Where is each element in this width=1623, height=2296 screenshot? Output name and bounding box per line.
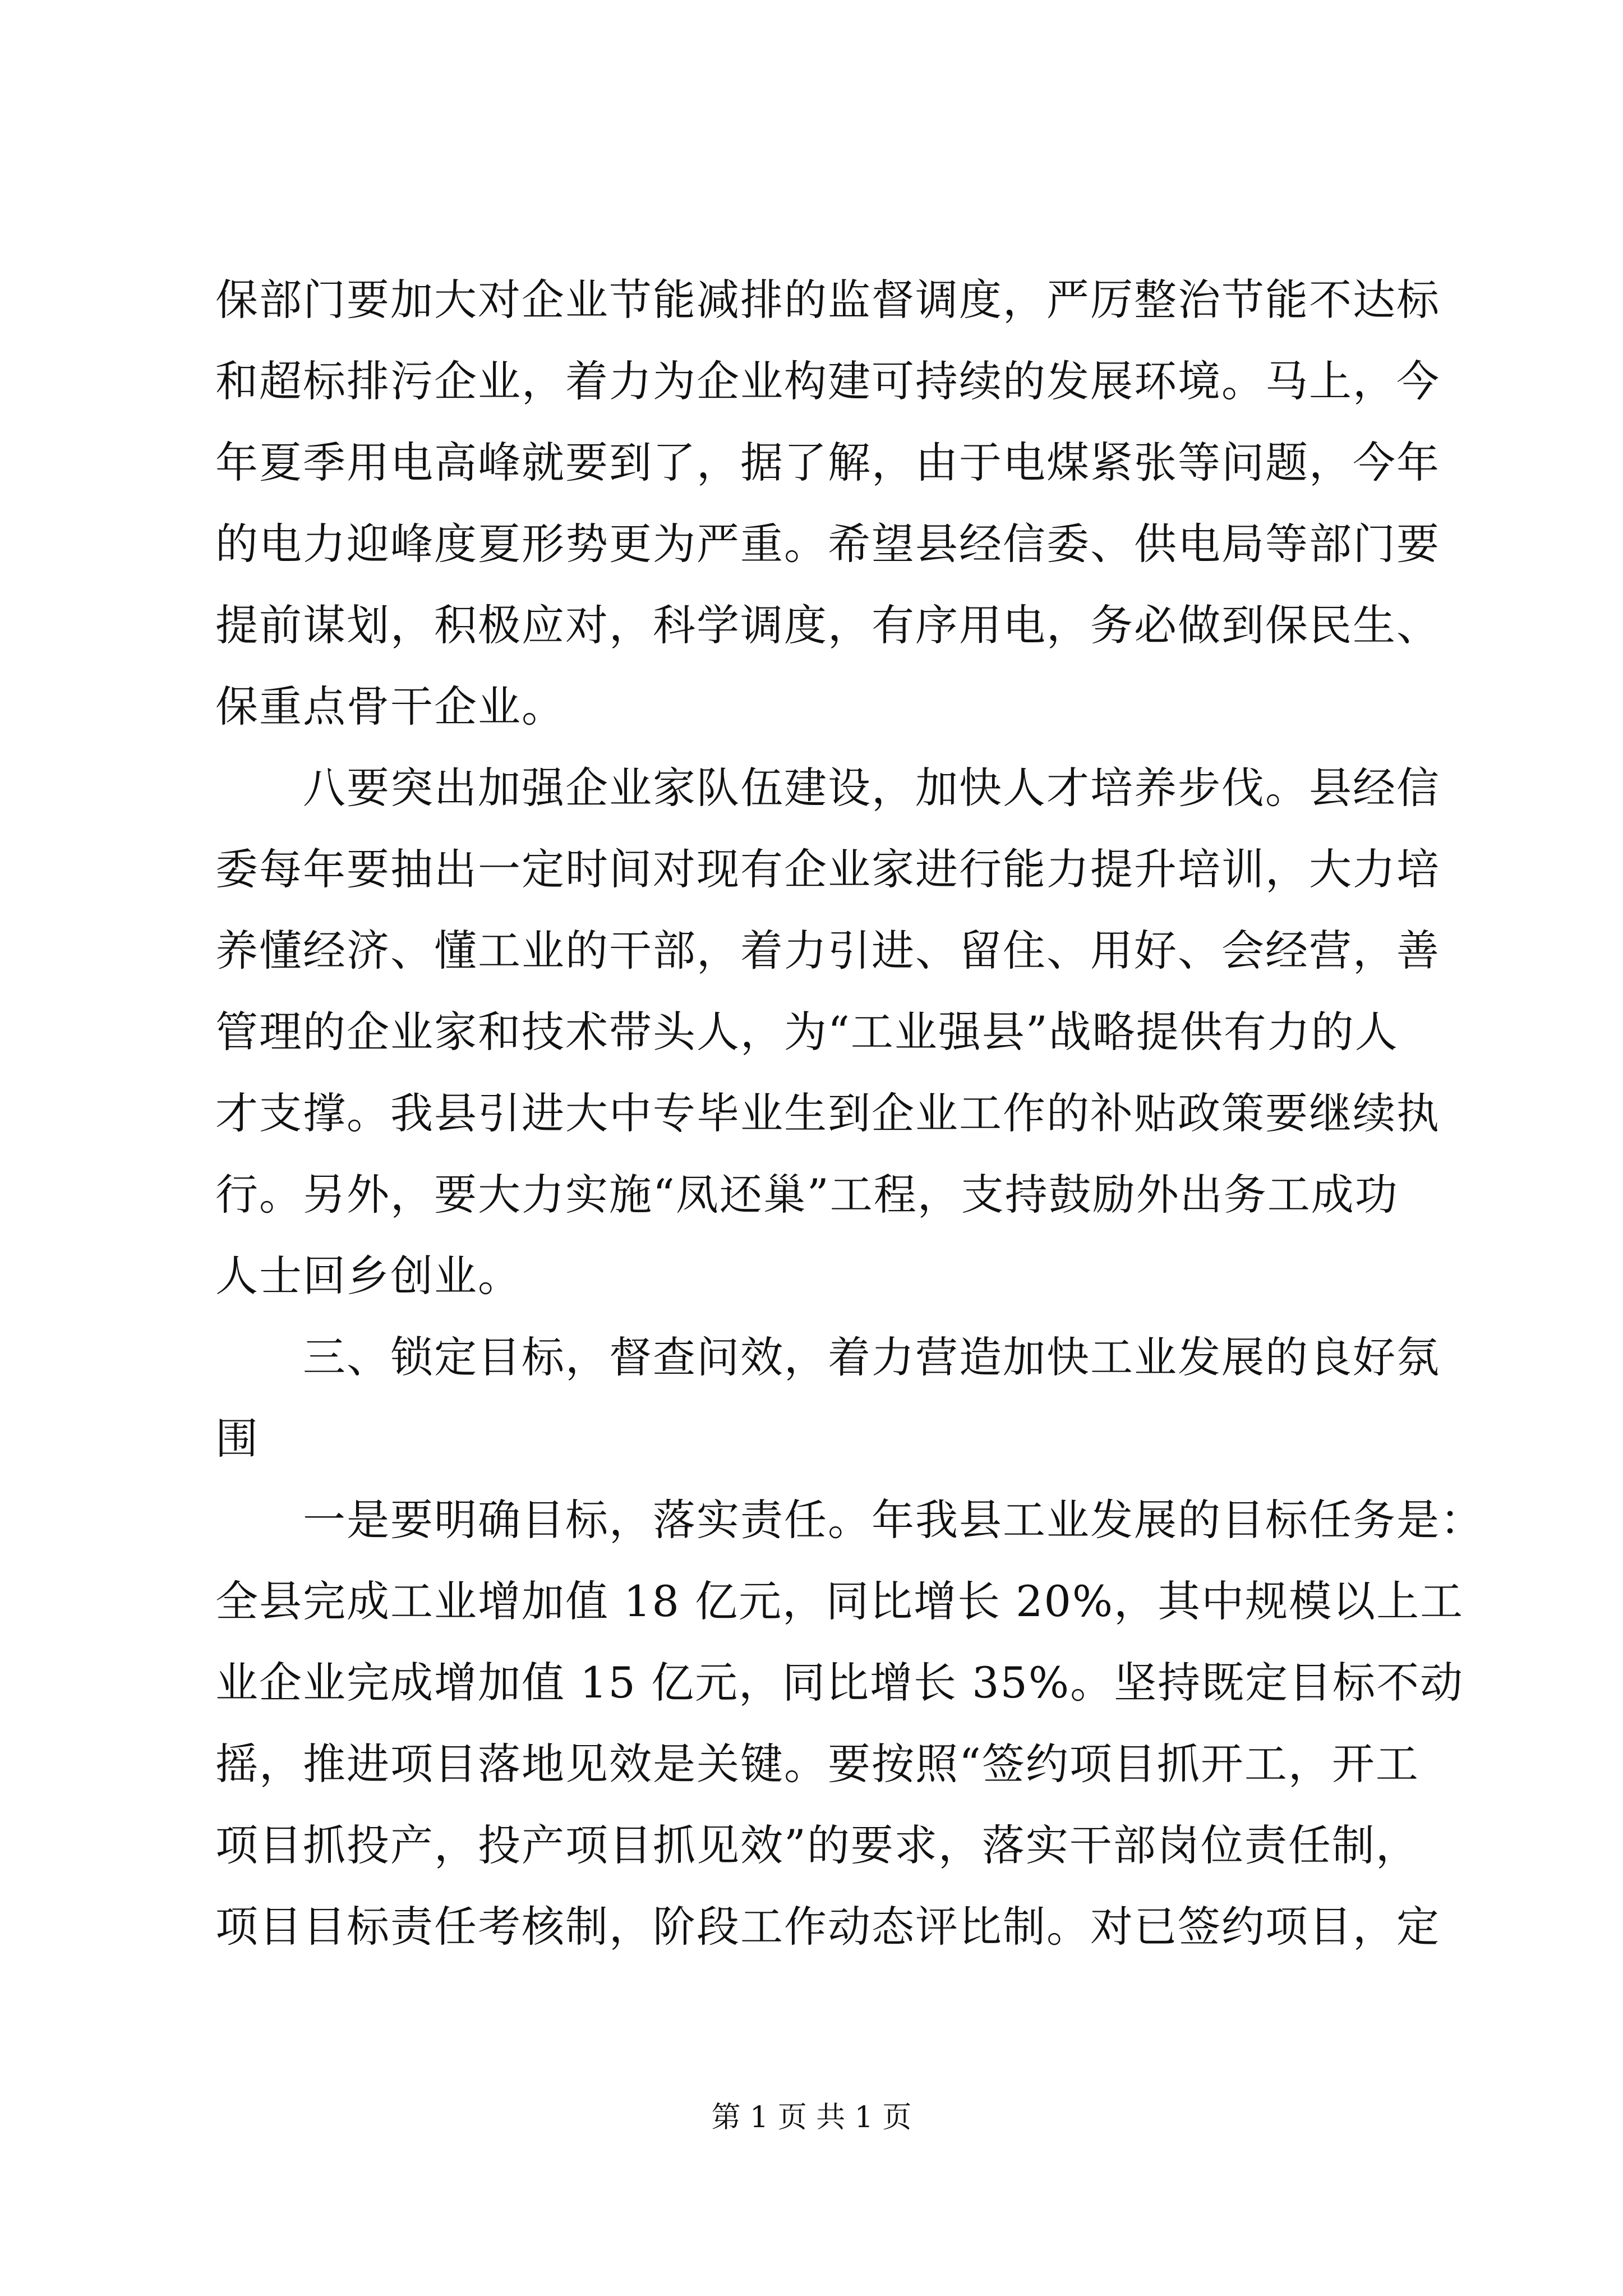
text-line: 项目抓投产，投产项目抓见效”的要求，落实干部岗位责任制， xyxy=(215,1820,1419,1870)
text-line: 摇，推进项目落地见效是关键。要按照“签约项目抓开工，开工 xyxy=(215,1739,1419,1789)
section-heading-line: 围 xyxy=(215,1414,259,1464)
text-line: 一是要明确目标，落实责任。年我县工业发展的目标任务是： xyxy=(215,1495,1484,1545)
text-line: 业企业完成增加值 15 亿元，同比增长 35%。坚持既定目标不动 xyxy=(215,1658,1464,1708)
text-line: 保重点骨干企业。 xyxy=(215,682,565,731)
text-line: 八要突出加强企业家队伍建设，加快人才培养步伐。县经信 xyxy=(215,763,1440,813)
text-line: 才支撑。我县引进大中专毕业生到企业工作的补贴政策要继续执 xyxy=(215,1088,1440,1138)
text-line: 的电力迎峰度夏形势更为严重。希望县经信委、供电局等部门要 xyxy=(215,519,1440,569)
text-line: 行。另外，要大力实施“凤还巢”工程，支持鼓励外出务工成功 xyxy=(215,1170,1399,1220)
text-line: 委每年要抽出一定时间对现有企业家进行能力提升培训，大力培 xyxy=(215,844,1440,894)
text-line: 养懂经济、懂工业的干部，着力引进、留住、用好、会经营，善 xyxy=(215,926,1440,976)
text-line: 管理的企业家和技术带头人，为“工业强县”战略提供有力的人 xyxy=(215,1007,1399,1057)
text-line: 提前谋划，积极应对，科学调度，有序用电，务必做到保民生、 xyxy=(215,600,1440,650)
text-line: 年夏季用电高峰就要到了，据了解，由于电煤紧张等问题，今年 xyxy=(215,438,1440,487)
document-body xyxy=(215,259,1484,1967)
section-heading-line: 三、锁定目标，督查问效，着力营造加快工业发展的良好氛 xyxy=(215,1332,1440,1382)
text-line: 全县完成工业增加值 18 亿元，同比增长 20%，其中规模以上工 xyxy=(215,1576,1464,1626)
text-line: 和超标排污企业，着力为企业构建可持续的发展环境。马上，今 xyxy=(215,356,1440,406)
text-line: 保部门要加大对企业节能减排的监督调度，严厉整治节能不达标 xyxy=(215,275,1440,325)
page-number-footer: 第 1 页 共 1 页 xyxy=(711,2101,912,2134)
text-line: 人士回乡创业。 xyxy=(215,1251,522,1301)
text-line: 项目目标责任考核制，阶段工作动态评比制。对已签约项目，定 xyxy=(215,1902,1440,1952)
